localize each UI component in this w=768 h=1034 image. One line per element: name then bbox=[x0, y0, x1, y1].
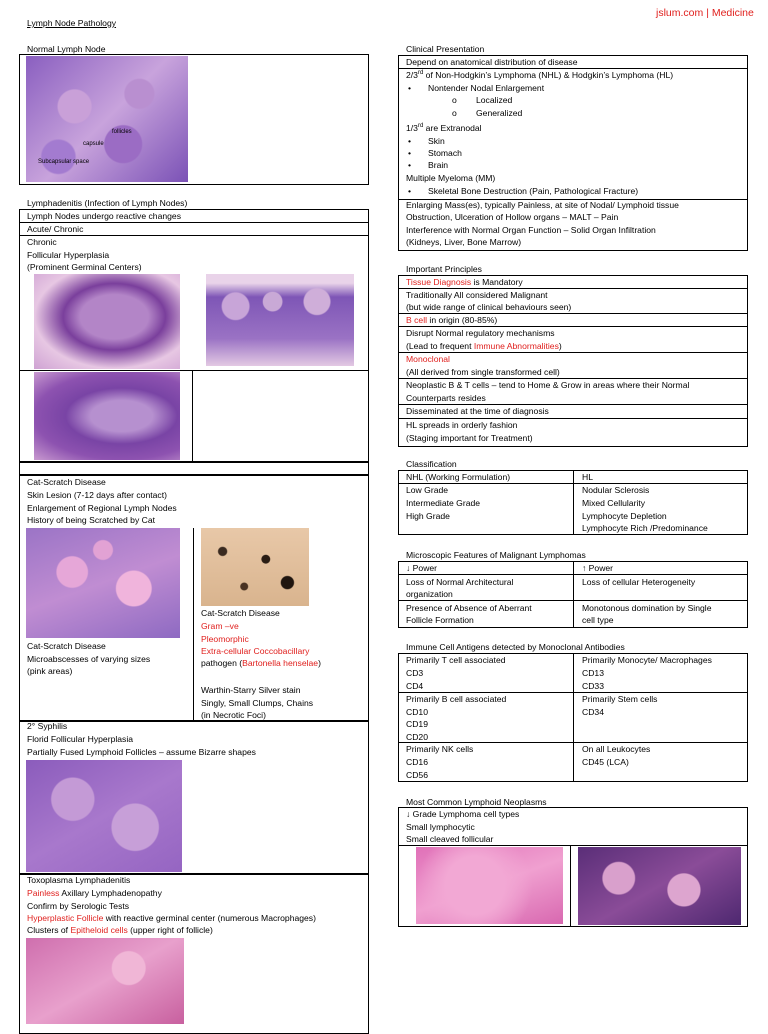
class-cell: High Grade bbox=[406, 511, 450, 521]
small-lymphocytic-micrograph bbox=[416, 847, 563, 924]
antigen-cd: CD3 bbox=[406, 668, 424, 678]
class-cell: Mixed Cellularity bbox=[582, 498, 646, 508]
micro-cell: Presence of Absence of Aberrant bbox=[406, 603, 532, 613]
class-cell: Lymphocyte Rich /Predominance bbox=[582, 523, 708, 533]
principle-row: Tissue Diagnosis is Mandatory bbox=[406, 277, 523, 287]
extranodal-line: 1/3rd are Extranodal bbox=[406, 123, 482, 133]
microscopic-heading: Microscopic Features of Malignant Lymphomas bbox=[406, 550, 586, 560]
toxo-line-2: Confirm by Serologic Tests bbox=[27, 901, 130, 911]
antigen-cd: CD4 bbox=[406, 681, 424, 691]
antigen-group: On all Leukocytes bbox=[582, 744, 651, 754]
text-line: Obstruction, Ulceration of Hollow organs – MALT – Pain bbox=[406, 212, 619, 222]
antigen-cd: CD45 (LCA) bbox=[582, 757, 629, 767]
antigen-cd: CD33 bbox=[582, 681, 604, 691]
principle-row: (Staging important for Treatment) bbox=[406, 433, 533, 443]
neoplasms-heading: Most Common Lymphoid Neoplasms bbox=[406, 797, 547, 807]
principle-row: (Lead to frequent Immune Abnormalities) bbox=[406, 341, 562, 351]
micro-cell: organization bbox=[406, 589, 453, 599]
antigen-group: Primarily NK cells bbox=[406, 744, 474, 754]
antigen-group: Primarily T cell associated bbox=[406, 655, 506, 665]
antigen-group: Primarily B cell associated bbox=[406, 694, 507, 704]
principle-row: Counterparts resides bbox=[406, 393, 486, 403]
antigen-cd: CD16 bbox=[406, 757, 428, 767]
principle-row: (All derived from single transformed cell) bbox=[406, 367, 560, 377]
text-line: Interference with Normal Organ Function – Solid Organ Infiltration bbox=[406, 225, 656, 235]
principle-row: HL spreads in orderly fashion bbox=[406, 420, 518, 430]
bullet-item: • Brain bbox=[408, 160, 449, 170]
stain-title: Cat-Scratch Disease bbox=[201, 608, 280, 618]
toxo-line-3: Hyperplastic Follicle with reactive germinal center (numerous Macrophages) bbox=[27, 913, 316, 923]
pleomorphic: Pleomorphic bbox=[201, 634, 249, 644]
text-line: Enlargement of Regional Lymph Nodes bbox=[27, 503, 177, 513]
neo-row: ↓ Grade Lymphoma cell types bbox=[406, 809, 520, 819]
site-brand[interactable] bbox=[656, 7, 754, 19]
text-line: History of being Scratched by Cat bbox=[27, 515, 156, 525]
warthin-line: Warthin-Starry Silver stain bbox=[201, 685, 301, 695]
follicles-label: follicles bbox=[112, 129, 132, 135]
caption-line: Cat-Scratch Disease bbox=[27, 641, 106, 651]
antigen-group: Primarily Stem cells bbox=[582, 694, 658, 704]
normal-node-heading: Normal Lymph Node bbox=[27, 44, 106, 54]
germinal-centers-label: (Prominent Germinal Centers) bbox=[27, 262, 142, 272]
class-cell: NHL (Working Formulation) bbox=[406, 472, 511, 482]
follicular-hyperplasia-label: Follicular Hyperplasia bbox=[27, 250, 110, 260]
principle-row: Disseminated at the time of diagnosis bbox=[406, 406, 549, 416]
antigen-cd: CD13 bbox=[582, 668, 604, 678]
antigen-cd: CD34 bbox=[582, 707, 604, 717]
pathogen-name: Bartonella henselae bbox=[242, 658, 319, 668]
bullet-item: • Nontender Nodal Enlargement bbox=[408, 83, 545, 93]
pathogen-line: pathogen (Bartonella henselae) bbox=[201, 658, 321, 668]
antigen-group: Primarily Monocyte/ Macrophages bbox=[582, 655, 712, 665]
principle-row: (but wide range of clinical behaviours seen) bbox=[406, 302, 572, 312]
principle-row: Traditionally All considered Malignant bbox=[406, 290, 548, 300]
antigen-cd: CD10 bbox=[406, 707, 428, 717]
text-line: Skin Lesion (7-12 days after contact) bbox=[27, 490, 167, 500]
syphilis-micrograph bbox=[26, 760, 182, 872]
toxo-line-4: Clusters of Epitheloid cells (upper right of follicle) bbox=[27, 925, 213, 935]
principle-row: B cell in origin (80-85%) bbox=[406, 315, 498, 325]
follicular-hyperplasia-micrograph bbox=[34, 274, 180, 369]
site-name[interactable]: jslum.com bbox=[656, 7, 704, 19]
principle-row: Disrupt Normal regulatory mechanisms bbox=[406, 328, 555, 338]
bullet-item: • Stomach bbox=[408, 148, 462, 158]
table-row: Lymph Nodes undergo reactive changes bbox=[27, 211, 181, 221]
micro-cell: cell type bbox=[582, 615, 614, 625]
cat-scratch-micrograph bbox=[26, 528, 180, 638]
brand-separator: | bbox=[706, 7, 709, 19]
warthin-line: Singly, Small Clumps, Chains bbox=[201, 698, 314, 708]
antigen-cd: CD19 bbox=[406, 719, 428, 729]
class-cell: Intermediate Grade bbox=[406, 498, 481, 508]
clinical-row: Depend on anatomical distribution of disease bbox=[406, 57, 578, 67]
antigen-cd: CD20 bbox=[406, 732, 428, 742]
follicular-lymphoma-micrograph bbox=[578, 847, 741, 925]
gram-stain: Gram –ve bbox=[201, 621, 239, 631]
antigen-cd: CD56 bbox=[406, 770, 428, 780]
page-title: Lymph Node Pathology bbox=[27, 18, 117, 28]
mm-line: Multiple Myeloma (MM) bbox=[406, 173, 496, 183]
micro-cell: Loss of Normal Architectural bbox=[406, 577, 514, 587]
neo-row: Small cleaved follicular bbox=[406, 834, 494, 844]
toxoplasma-micrograph bbox=[26, 938, 184, 1024]
text-line: Enlarging Mass(es), typically Painless, at site of Nodal/ Lymphoid tissue bbox=[406, 200, 679, 210]
high-power-header: ↑ Power bbox=[582, 563, 614, 573]
text-line: Partially Fused Lymphoid Follicles – assume Bizarre shapes bbox=[27, 747, 256, 757]
germinal-center-micrograph bbox=[34, 372, 180, 460]
principles-heading: Important Principles bbox=[406, 264, 482, 274]
capsule-label: capsule bbox=[83, 141, 104, 147]
class-cell: Lymphocyte Depletion bbox=[582, 511, 667, 521]
principle-row: Monoclonal bbox=[406, 354, 450, 364]
text-line: Florid Follicular Hyperplasia bbox=[27, 734, 134, 744]
sub-item: o Localized bbox=[452, 95, 513, 105]
subcapsular-label: Subcapsular space bbox=[38, 159, 90, 165]
coccobacillary: Extra-cellular Coccobacillary bbox=[201, 646, 310, 656]
caption-line: Microabscesses of varying sizes bbox=[27, 654, 151, 664]
toxo-line-1: Painless Axillary Lymphadenopathy bbox=[27, 888, 162, 898]
antigen-heading: Immune Cell Antigens detected by Monoclonal Antibodies bbox=[406, 642, 625, 652]
classification-heading: Classification bbox=[406, 459, 457, 469]
toxo-heading: Toxoplasma Lymphadenitis bbox=[27, 875, 131, 885]
normal-lymph-node-micrograph bbox=[26, 56, 188, 182]
micro-cell: Follicle Formation bbox=[406, 615, 474, 625]
lymphadenitis-heading: Lymphadenitis (Infection of Lymph Nodes) bbox=[27, 198, 188, 208]
clinical-heading: Clinical Presentation bbox=[406, 44, 485, 54]
class-cell: HL bbox=[582, 472, 593, 482]
class-cell: Nodular Sclerosis bbox=[582, 485, 650, 495]
low-power-header: ↓ Power bbox=[406, 563, 438, 573]
warthin-line: (in Necrotic Foci) bbox=[201, 710, 266, 720]
bullet-item: • Skeletal Bone Destruction (Pain, Pathological Fracture) bbox=[408, 186, 639, 196]
neo-row: Small lymphocytic bbox=[406, 822, 475, 832]
nhl-line: 2/3rd of Non-Hodgkin’s Lymphoma (NHL) & Hodgkin’s Lymphoma (HL) bbox=[406, 70, 674, 80]
syphilis-heading: 2° Syphilis bbox=[27, 721, 68, 731]
table-row: Acute/ Chronic bbox=[27, 224, 84, 234]
bullet-item: • Skin bbox=[408, 136, 445, 146]
micro-cell: Monotonous domination by Single bbox=[582, 603, 712, 613]
text-line: (Kidneys, Liver, Bone Marrow) bbox=[406, 237, 522, 247]
micro-cell: Loss of cellular Heterogeneity bbox=[582, 577, 696, 587]
sub-item: o Generalized bbox=[452, 108, 523, 118]
silver-stain-micrograph bbox=[201, 528, 309, 606]
lymph-node-lowpower-micrograph bbox=[206, 274, 354, 366]
caption-line: (pink areas) bbox=[27, 666, 73, 676]
class-cell: Low Grade bbox=[406, 485, 449, 495]
spacer-row bbox=[19, 462, 369, 475]
site-topic[interactable]: Medicine bbox=[711, 7, 754, 19]
chronic-label: Chronic bbox=[27, 237, 57, 247]
principle-row: Neoplastic B & T cells – tend to Home & Grow in areas where their Normal bbox=[406, 380, 690, 390]
cat-scratch-heading: Cat-Scratch Disease bbox=[27, 477, 106, 487]
